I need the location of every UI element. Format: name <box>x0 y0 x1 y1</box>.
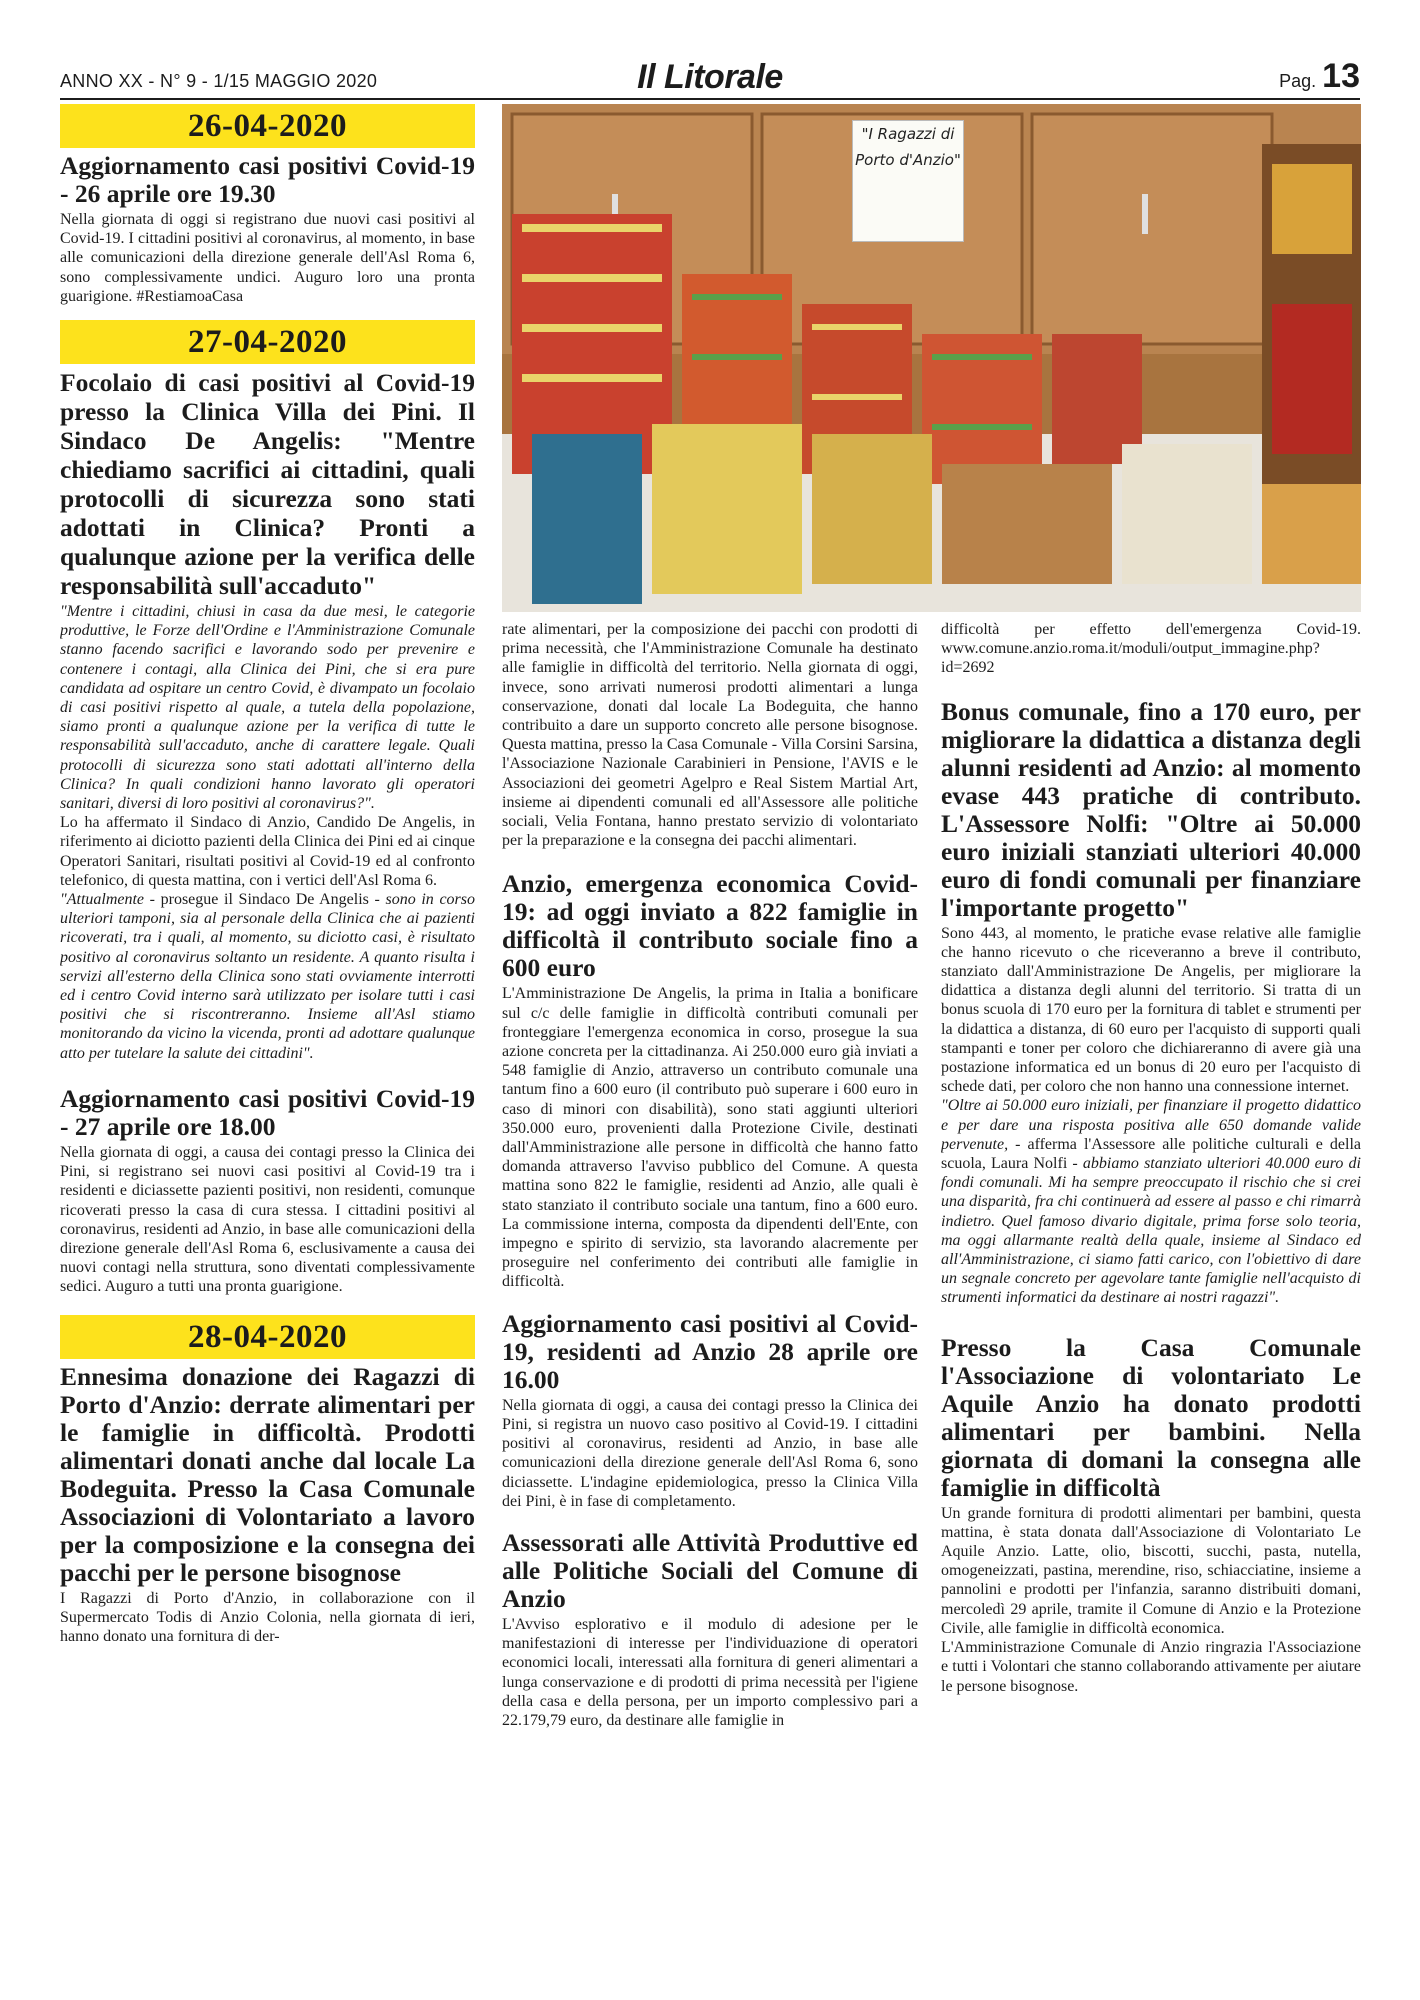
article-body-continued: difficoltà per effetto dell'emergenza Covid-19. www.comune.anzio.roma.it/moduli/output_immagine.php?id=2692 <box>941 621 1361 677</box>
article-headline: Aggiornamento casi positivi Covid-19 - 26 aprile ore 19.30 <box>60 151 475 208</box>
quote-attribution: - prosegue il Sindaco De Angelis - <box>144 891 386 909</box>
article-headline: Ennesima donazione dei Ragazzi di Porto d'Anzio: derrate alimentari per le famiglie in difficoltà. Prodotti alimentari donati anche dal locale La Bodeguita. Presso la Casa Comunale Associazioni di Volontariato a lavoro per la composizione e la consegna dei pacchi per le persone bisognose <box>60 1361 475 1587</box>
date-banner: 26-04-2020 <box>60 104 475 148</box>
article-body: L'Avviso esplorativo e il modulo di adesione per le manifestazioni di interesse per l'individuazione di operatori economici locali, interessati alla fornitura di generi alimentari a lunga conservazione e di prodotti di prima necessità per l'igiene della casa e della persona, per un importo complessivo pari a 22.179,79 euro, da destinare alle famiglie in <box>502 1615 918 1729</box>
article-body: Lo ha affermato il Sindaco di Anzio, Candido De Angelis, in riferimento ai diciotto pazienti della Clinica dei Pini ed ai cinque Operatori Sanitari, risultati positivi al Covid-19 ed al confronto telefonico, di questa mattina, con i vertici dell'Asl Roma 6. <box>60 814 475 889</box>
food-donation-photo <box>502 104 1361 612</box>
article-body: L'Amministrazione Comunale di Anzio ringrazia l'Associazione e tutti i Volontari che stanno collaborando attivamente per aiutare le persone bisognose. <box>941 1639 1361 1695</box>
quote-part: abbiamo stanziato ulteriori 40.000 euro di fondi comunali. Mi ha sempre preoccupato il rischio che si crei una disparità, fra chi continuerà ad essere al passo e chi rimarrà indietro. Quel famoso divario digitale, prima forse solo teoria, ma oggi allarmante realtà della quale, insieme al Sindaco ed all'Amministrazione, ci siamo fatti carico, con l'obiettivo di dare un segnale concreto per agevolare tante famiglie nell'acquisto di strumenti informatici da destinare ai nostri ragazzi". <box>941 1155 1361 1307</box>
article-quote-paragraph <box>60 890 475 1063</box>
article-body: Nella giornata di oggi, a causa dei contagi presso la Clinica dei Pini, si registra un nuovo caso positivo al Covid-19. I cittadini positivi al coronavirus, residenti ad Anzio, in base alle comunicazioni della direzione generale dell'Asl Roma 6, sono diciassette. L'indagine epidemiologica, presso la Clinica Villa dei Pini, è in fase di completamento. <box>502 1396 918 1510</box>
article-body: Un grande fornitura di prodotti alimentari per bambini, questa mattina, è stata donata dall'Associazione di Volontariato Le Aquile Anzio. Latte, olio, biscotti, succhi, pasta, nutella, omogeneizzati, pastina, merendine, riso, schiacciatine, insieme a pannolini e prodotti per l'infanzia, saranno distribuiti domani, mercoledì 29 aprile, tramite il Comune di Anzio e la Protezione Civile, alle famiglie in difficoltà economica. <box>941 1504 1361 1637</box>
article-body: L'Amministrazione De Angelis, la prima in Italia a bonificare sul c/c delle famiglie in difficoltà contributi comunali per fronteggiare l'emergenza economica in corso, prosegue la sua azione concreta per la cittadinanza. Ai 250.000 euro già inviati a 548 famiglie di Anzio, attraverso un contributo comunale una tantum fino a 600 euro (il contributo può superare i 600 euro in caso di minori con disabilità), sono stati aggiunti ulteriori 350.000 euro, provenienti dalla Protezione Civile, destinati dall'Amministrazione alle persone in difficoltà che hanno fatto domanda attraverso l'avviso pubblico del Comune. A questa mattina sono 822 le famiglie, residenti ad Anzio, alle quali è stato stanziato il contributo sociale una tantum, fino a 600 euro. La commissione interna, composta da dipendenti dell'Ente, con impegno e spirito di servizio, sta lavorando alacremente per proseguire nel conferimento dei contributi alle famiglie in difficoltà. <box>502 985 918 1291</box>
article-headline: Focolaio di casi positivi al Covid-19 presso la Clinica Villa dei Pini. Il Sindaco De Angelis: "Mentre chiediamo sacrifici ai cittadini, quali protocolli di sicurezza sono stati adottati in Clinica? Pronti a qualunque azione per la verifica delle responsabilità sull'accaduto" <box>60 368 475 601</box>
article-headline: Bonus comunale, fino a 170 euro, per migliorare la didattica a distanza degli alunni residenti ad Anzio: al momento evase 443 pratiche di contributo. L'Assessore Nolfi: "Oltre ai 50.000 euro iniziali stanziati ulteriori 40.000 euro di fondi comunali per finanziare l'importante progetto" <box>941 696 1361 922</box>
spacer <box>941 678 1361 698</box>
date-banner: 28-04-2020 <box>60 1315 475 1359</box>
article-headline: Presso la Casa Comunale l'Associazione di volontariato Le Aquile Anzio ha donato prodotti alimentari per bambini. Nella giornata di domani la consegna alle famiglie in difficoltà <box>941 1332 1361 1502</box>
spacer <box>502 850 918 870</box>
article-quote-paragraph <box>941 1096 1361 1307</box>
column-2 <box>502 620 918 1964</box>
spacer <box>502 1511 918 1529</box>
article-headline: Assessorati alle Attività Produttive ed alle Politiche Sociali del Comune di Anzio <box>502 1527 918 1613</box>
quote-part: "Attualmente <box>60 891 145 909</box>
article-body: Sono 443, al momento, le pratiche evase relative alle famiglie che hanno ricevuto o che riceveranno a breve il contributo, stanziato dall'Amministrazione De Angelis, per migliorare la didattica a distanza degli alunni del territorio. Si tratta di un bonus scuola di 170 euro per la fornitura di tablet e strumenti per la didattica a distanza, di 60 euro per l'acquisto di supporti quali stampanti e toner per coloro che dichiareranno di avere già una postazione informatica ed un bonus di 20 euro per l'acquisto di schede dati, per coloro che non hanno una connessione internet. <box>941 924 1361 1096</box>
column-3 <box>941 620 1361 1964</box>
spacer <box>60 1297 475 1315</box>
spacer <box>60 306 475 320</box>
quote-part: "Oltre ai 50.000 euro iniziali, per finanziare il progetto didattico e per dare una risposta positiva alle 650 domande valide pervenute, <box>941 1097 1361 1153</box>
article-body: I Ragazzi di Porto d'Anzio, in collaborazione con il Supermercato Todis di Anzio Colonia, nella giornata di ieri, hanno donato una fornitura di der- <box>60 1589 475 1645</box>
quote-part: sono in corso ulteriori tamponi, sia al personale della Clinica che ai pazienti ricoverati, tra i quali, al momento, su diciotto casi, è risultato positivo al coronavirus soltanto un residente. A quanto risulta i servizi all'esterno della Clinica sono stati ovviamente interrotti ed i centro Covid interno sarà utilizzato per isolare tutti i casi positivi che si riscontreranno. Insieme all'Asl stiamo monitorando da vicino la vicenda, pronti ad adottare qualunque atto per tutelare la salute dei cittadini". <box>60 891 475 1062</box>
article-headline: Aggiornamento casi positivi al Covid-19, residenti ad Anzio 28 aprile ore 16.00 <box>502 1308 918 1394</box>
issue-info: ANNO XX - N° 9 - 1/15 MAGGIO 2020 <box>60 71 378 91</box>
spacer <box>502 1292 918 1310</box>
masthead: Il Litorale <box>637 58 783 96</box>
article-body: Nella giornata di oggi, a causa dei contagi presso la Clinica dei Pini, si registrano sei nuovi casi positivi al Covid-19 tra i residenti e diciassette pazienti positivi, non residenti, comunque ricoverati presso la casa di cura stessa. I cittadini positivi al coronavirus, residenti ad Anzio, in base alle comunicazioni della direzione generale dell'Asl Roma 6, esclusivamente a causa dei nuovi contagi nella struttura, sono diventati complessivamente sedici. Auguro a tutti una pronta guarigione. <box>60 1143 475 1296</box>
article-body: Nella giornata di oggi si registrano due nuovi casi positivi al Covid-19. I cittadini positivi al coronavirus, al momento, in base alle comunicazioni della direzione generale dell'Asl Roma 6, sono complessivamente undici. Auguro loro una pronta guarigione. #RestiamoaCasa <box>60 211 475 305</box>
article-headline: Anzio, emergenza economica Covid-19: ad oggi inviato a 822 famiglie in difficoltà il contributo sociale fino a 600 euro <box>502 869 918 983</box>
quote-attribution: - afferma l'Assessore alle politiche culturali e della scuola, Laura Nolfi - <box>941 1135 1361 1173</box>
header-rule <box>60 98 1360 100</box>
page-indicator <box>1279 57 1360 96</box>
spacer <box>941 1308 1361 1334</box>
page-header <box>60 58 1360 98</box>
column-1 <box>60 104 475 1964</box>
article-quote: "Mentre i cittadini, chiusi in casa da due mesi, le categorie produttive, le Forze dell'Ordine e l'Amministrazione Comunale stanno facendo sacrifici e lavorando sodo per prevenire e contenere i contagi, alla Clinica dei Pini, che si era pure candidata ad ospitare un centro Covid, è divampato un focolaio di casi positivi rispetto al quale, a tutela della popolazione, siamo pronti a qualunque azione per la verifica di tutte le responsabilità sull'accaduto, anche di carattere legale. Quali protocolli di sicurezza sono stati adottati all'interno della Clinica? In quali condizioni hanno lavorato gli operatori sanitari, diversi di loro positivi al coronavirus?". <box>60 603 475 813</box>
date-banner: 27-04-2020 <box>60 320 475 364</box>
handwritten-sign: "I Ragazzi di Porto d'Anzio" <box>852 120 964 242</box>
article-headline: Aggiornamento casi positivi Covid-19 - 27 aprile ore 18.00 <box>60 1083 475 1141</box>
article-body-continued: rate alimentari, per la composizione dei pacchi con prodotti di prima necessità, che l'Amministrazione Comunale ha destinato alle famiglie in difficoltà del territorio. Nella giornata di oggi, invece, sono arrivati numerosi prodotti alimentari a lunga conservazione, donati dal locale La Bodeguita, che hanno contribuito a dare un supporto concreto alle persone bisognose. Questa mattina, presso la Casa Comunale - Villa Corsini Sarsina, l'Associazione Nazionale Carabinieri in Pensione, l'AVIS e le Associazioni dei geometri Agelpro e Real Sistem Martial Art, insieme ai dipendenti comunali ed all'Assessore alle politiche sociali, Velia Fontana, hanno prestato servizio di volontariato per la preparazione e la consegna dei pacchi alimentari. <box>502 621 918 850</box>
page-label: Pag. <box>1279 71 1317 91</box>
spacer <box>60 1063 475 1085</box>
page-number: 13 <box>1322 57 1360 95</box>
